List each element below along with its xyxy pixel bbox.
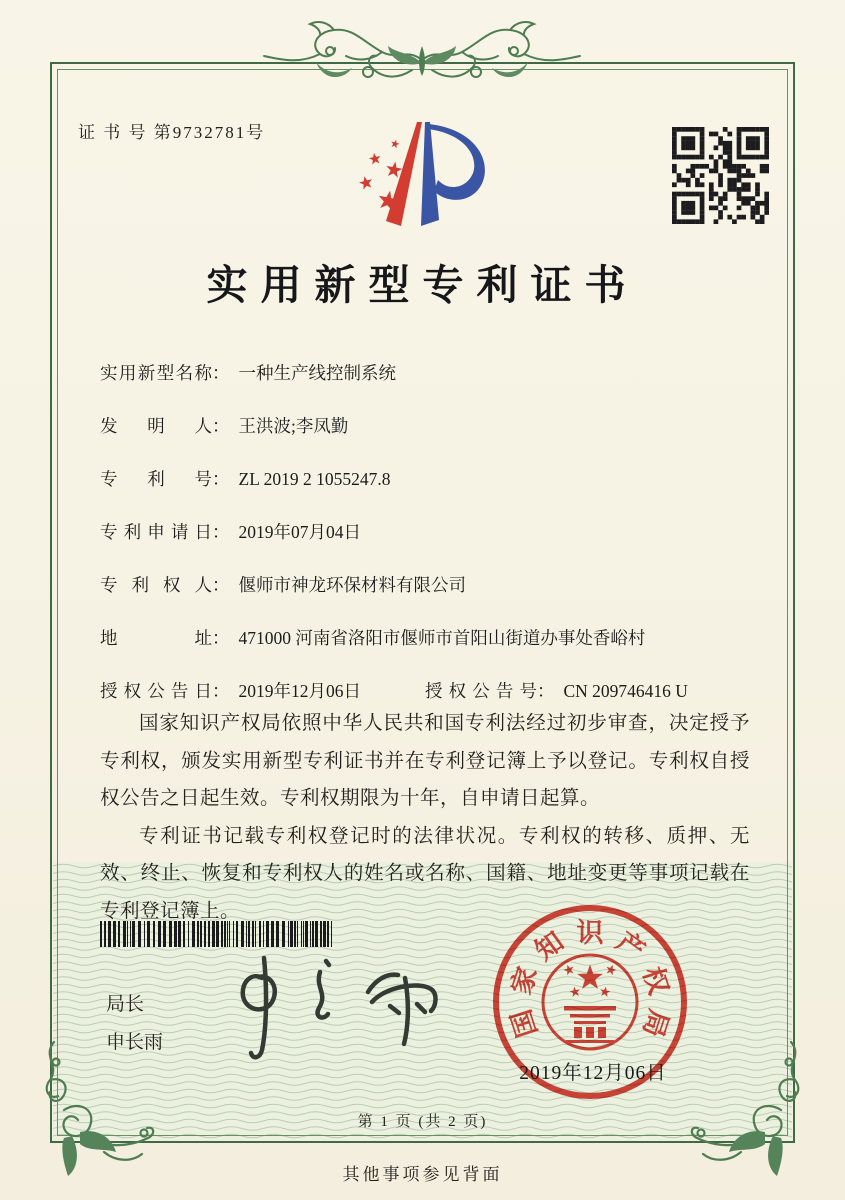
legal-text [100,705,750,930]
signer-name: 申长雨 [106,1032,164,1053]
svg-text:知: 知 [529,926,570,967]
field-value-address: 471000 河南省洛阳市偃师市首阳山街道办事处香峪村 [238,628,646,648]
field-row-inventor: 发 明 人： 王洪波;李凤勤 [100,413,760,466]
svg-text:局: 局 [637,1005,675,1041]
svg-text:产: 产 [610,926,651,967]
field-value-grant-date: 2019年12月06日 [238,681,361,701]
field-value-patent-number: ZL 2019 2 1055247.8 [238,469,391,489]
field-label: 专 利 权 人 [100,575,212,595]
signature [222,948,457,1066]
signer-block [106,986,163,1062]
barcode [100,921,332,947]
legal-paragraph-1: 国家知识产权局依照中华人民共和国专利法经过初步审查，决定授予专利权，颁发实用新型专利证书并在专利登记簿上予以登记。专利权自授权公告之日起生效。专利权期限为十年，自申请日起算。 [100,713,750,809]
field-value-patentee: 偃师市神龙环保材料有限公司 [238,575,466,595]
field-value-filing-date: 2019年07月04日 [238,522,361,542]
field-row-filing-date: 专利申请日： 2019年07月04日 [100,519,760,572]
field-label: 发 明 人 [100,416,212,436]
field-value-grant-number: CN 209746416 U [563,681,688,701]
field-row-grant: 授权公告日： 2019年12月06日 授权公告号： CN 209746416 U [100,678,760,731]
svg-text:国: 国 [505,1005,543,1041]
legal-paragraph-2: 专利证书记载专利权登记时的法律状况。专利权的转移、质押、无效、终止、恢复和专利权人的姓名或名称、国籍、地址变更等事项记载在专利登记簿上。 [100,825,750,922]
field-list [100,360,760,731]
field-row-patentee: 专 利 权 人： 偃师市神龙环保材料有限公司 [100,572,760,625]
field-row-patent-no: 专 利 号： ZL 2019 2 1055247.8 [100,466,760,519]
field-value-inventors: 王洪波;李凤勤 [238,416,349,436]
field-label: 实用新型名称 [100,363,212,383]
certificate-title: 实用新型专利证书 [206,262,639,308]
field-value-invention-name: 一种生产线控制系统 [238,363,396,383]
field-row-name: 实用新型名称： 一种生产线控制系统 [100,360,760,413]
field-pair-grant-number: 授权公告号： CN 209746416 U [425,678,688,703]
back-side-note: 其他事项参见背面 [342,1165,503,1184]
signer-title: 局长 [106,994,145,1015]
field-label: 地 址 [100,628,212,648]
field-label: 专利申请日 [100,522,212,542]
qr-code [672,127,769,224]
seal-date: 2019年12月06日 [519,1063,667,1084]
national-emblem-icon [543,955,637,1049]
page-number: 第 1 页 (共 2 页) [357,1114,488,1130]
field-label: 专 利 号 [100,469,212,489]
certificate-number: 证 书 号 第9732781号 [78,123,266,142]
field-label: 授权公告号 [425,681,537,701]
field-row-address: 地 址： 471000 河南省洛阳市偃师市首阳山街道办事处香峪村 [100,625,760,678]
cnipa-logo [338,114,523,236]
svg-text:权: 权 [637,963,675,999]
field-label: 授权公告日 [100,681,212,701]
svg-text:家: 家 [505,963,543,999]
svg-text:识: 识 [576,918,604,948]
